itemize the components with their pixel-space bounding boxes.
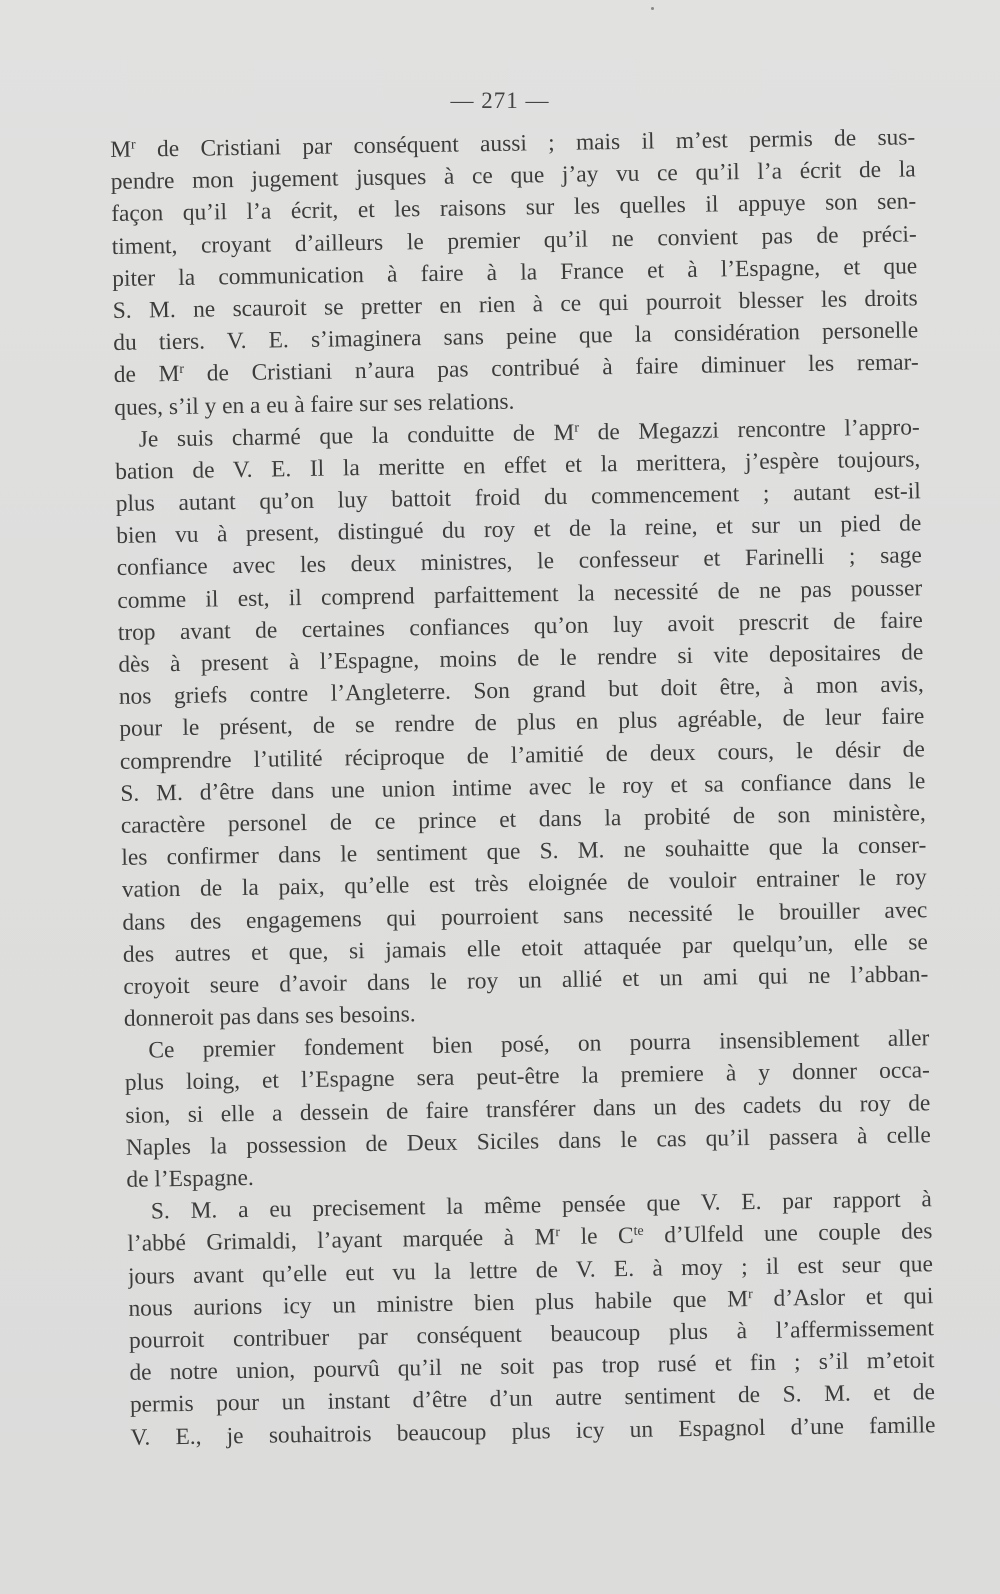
line-text: pour le présent, de se rendre de plus en plus agréable, de leur faire xyxy=(119,703,925,743)
line-text: de notre union, pourvû qu’il ne soit pas trop rusé et fin ; s’il m’etoit xyxy=(129,1347,935,1386)
superscript: r xyxy=(747,1286,753,1302)
superscript: r xyxy=(555,1225,561,1241)
line-text: bien vu à present, distingué du roy et de la reine, et sur un pied de xyxy=(116,510,922,550)
line-text: S. M. a eu precisement la même pensée que V. E. par rapport à xyxy=(150,1186,933,1225)
print-speck xyxy=(651,7,654,10)
line-text: donneroit pas dans ses besoins. xyxy=(123,1001,416,1032)
line-text: Naples la possession de Deux Siciles dans le cas qu’il passera à celle xyxy=(125,1122,932,1161)
line-text: de l’Espagne. xyxy=(126,1164,254,1193)
line-text: pourroit contribuer par conséquent beaucoup plus à l’affermissement xyxy=(128,1315,935,1354)
line-text: comprendre l’utilité réciproque de l’amitié de deux cours, le désir de xyxy=(119,735,925,775)
superscript: r xyxy=(179,362,185,378)
line-text: les confirmer dans le sentiment que S. M. ne souhaitte que la conser- xyxy=(121,832,927,872)
line-text: dès à present à l’Espagne, moins de le rendre si vite depositaires de xyxy=(118,639,924,678)
line-text: permis pour un instant d’être d’un autre sentiment de S. M. et de xyxy=(129,1379,936,1419)
line-text: S. M. d’être dans une union intime avec le roy et sa confiance dans le xyxy=(120,768,926,807)
line-text: pendre mon jugement jusques à ce que j’ay vu ce qu’il l’a écrit de la xyxy=(110,156,916,196)
superscript: te xyxy=(633,1224,644,1240)
line-text: de Cristiani par conséquent aussi ; mais il m’est permis de sus- xyxy=(135,124,916,163)
line-text: trop avant de certaines confiances qu’on luy avoit prescrit de faire xyxy=(117,607,923,646)
line-text: Je suis charmé que la conduitte de M xyxy=(138,419,575,453)
line-text: des autres et que, si jamais elle etoit attaquée par quelqu’un, elle se xyxy=(122,928,928,968)
line-text: ques, s’il y en a eu à faire sur ses relations. xyxy=(114,388,515,421)
line-text: nous aurions icy un ministre bien plus habile que M xyxy=(128,1285,749,1322)
superscript: r xyxy=(130,137,136,153)
line-text: sion, si elle a dessein de faire transférer dans un des cadets du roy de xyxy=(125,1089,931,1129)
line-text: plus autant qu’on luy battoit froid du commencement ; autant est-il xyxy=(115,478,921,518)
line-text: de Megazzi rencontre l’appro- xyxy=(578,414,920,446)
line-text: façon qu’il l’a écrit, et les raisons sur les quelles il appuye son sen- xyxy=(111,188,917,228)
line-text: comme il est, il comprend parfaittement la necessité de ne pas pousser xyxy=(117,574,923,614)
line-text: de M xyxy=(113,361,180,389)
line-text: V. E., je souhaitrois beaucoup plus icy un Espagnol d’une famille xyxy=(130,1411,936,1451)
line-text: confiance avec les deux ministres, le confesseur et Farinelli ; sage xyxy=(116,542,922,582)
line-text: le C xyxy=(559,1223,634,1251)
superscript: r xyxy=(574,420,580,436)
line-text: d’Aslor et qui xyxy=(752,1282,934,1312)
line-text: M xyxy=(110,136,132,163)
body-text xyxy=(110,121,936,1453)
line-text: d’Ulfeld une couple des xyxy=(643,1218,933,1250)
line-text: du tiers. V. E. s’imaginera sans peine que la considération personelle xyxy=(113,317,919,357)
line-text: bation de V. E. Il la meritte en effet et la merittera, j’espère toujours, xyxy=(115,446,921,485)
line-text: l’abbé Grimaldi, l’ayant marquée à M xyxy=(127,1224,556,1258)
line-text: piter la communication à faire à la France et à l’Espagne, et que xyxy=(112,253,918,292)
line-text: jours avant qu’elle eut vu la lettre de V. E. à moy ; il est seur que xyxy=(127,1250,934,1290)
line-text: caractère personel de ce prince et dans la probité de son ministère, xyxy=(120,800,926,839)
line-text: dans des engagemens qui pourroient sans necessité le brouiller avec xyxy=(122,896,928,936)
line-text: vation de la paix, qu’elle est très eloignée de vouloir entrainer le roy xyxy=(121,864,927,904)
line-text: S. M. ne scauroit se pretter en rien à ce qui pourroit blesser les droits xyxy=(112,285,918,324)
line-text: nos griefs contre l’Angleterre. Son grand but doit être, à mon avis, xyxy=(118,671,924,711)
line-text: Ce premier fondement bien posé, on pourra insensiblement aller xyxy=(148,1025,930,1064)
line-text: plus loing, et l’Espagne sera peut-être la premiere à y donner occa- xyxy=(124,1057,931,1097)
line-text: croyoit seure d’avoir dans le roy un allié et un ami qui ne l’abban- xyxy=(123,961,929,1000)
line-text: timent, croyant d’ailleurs le premier qu’il ne convient pas de préci- xyxy=(111,220,917,260)
line-text: de Cristiani n’aura pas contribué à faire diminuer les remar- xyxy=(183,349,919,388)
page-number: — 271 — xyxy=(450,88,550,113)
